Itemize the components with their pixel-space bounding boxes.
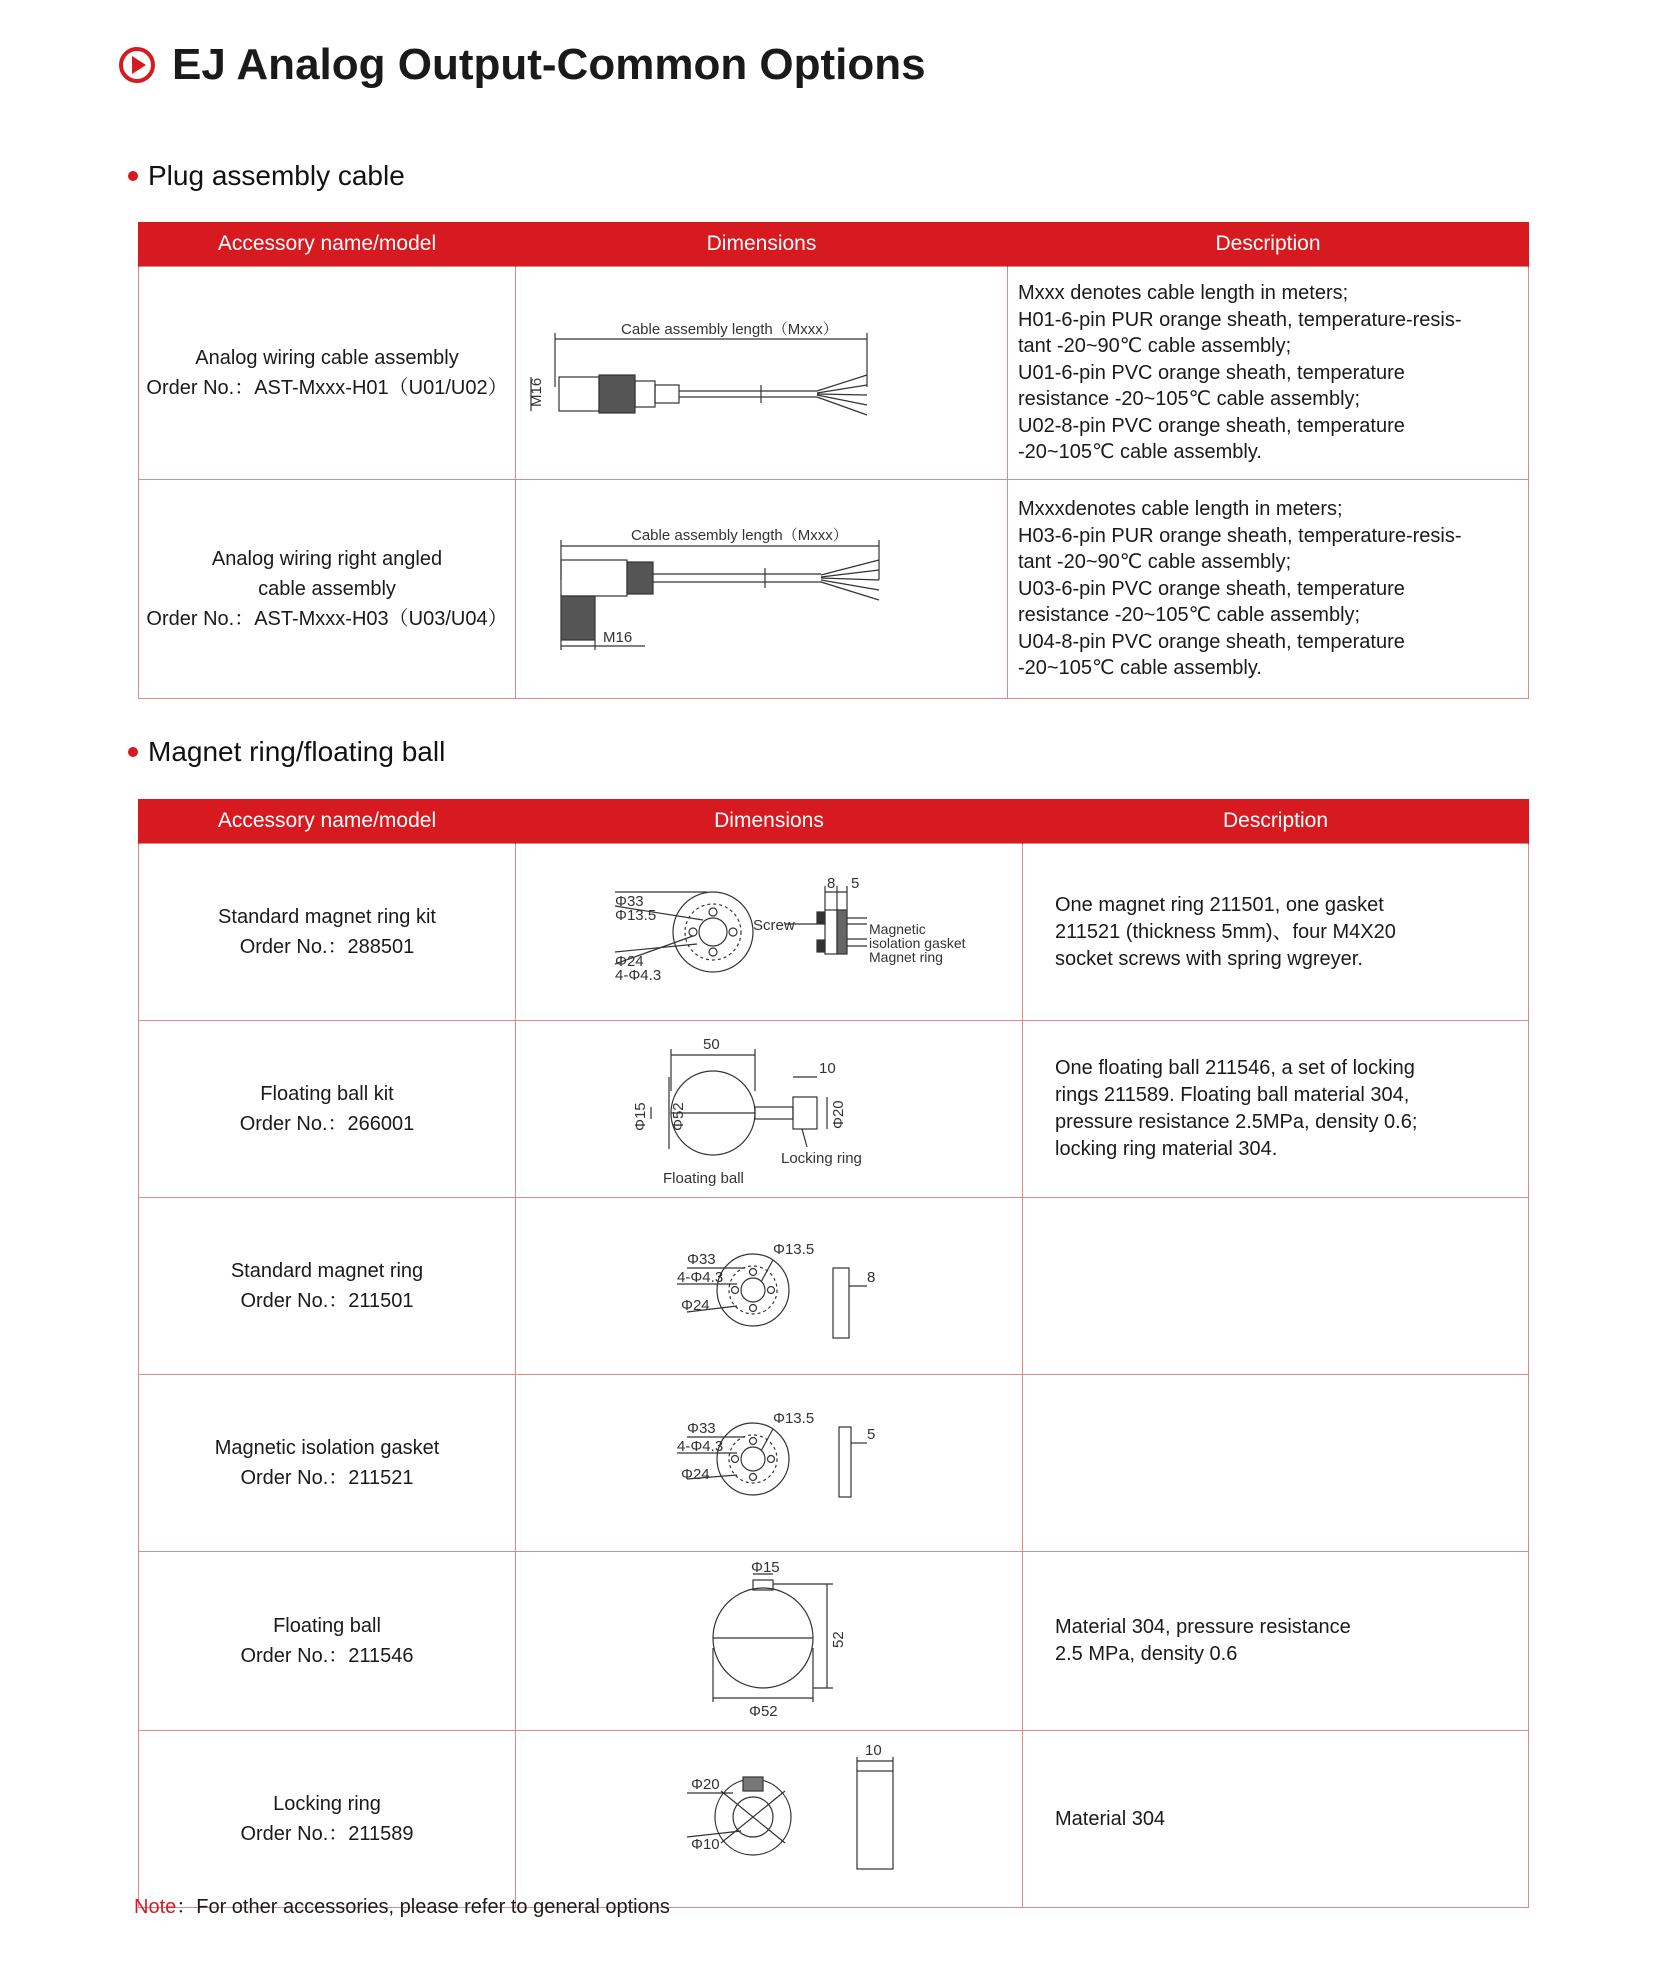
svg-text:Φ10: Φ10	[690, 1836, 720, 1853]
svg-text:Φ52: Φ52	[669, 1102, 687, 1131]
floating-ball-diagram	[517, 1552, 1022, 1724]
accessory-name: Standard magnet ring kit Order No.：288501	[139, 844, 516, 1021]
section-heading-plug	[128, 160, 405, 192]
svg-text:50: 50	[702, 1036, 720, 1053]
floating-ball-kit-diagram	[517, 1021, 1022, 1191]
plug-cable-table	[138, 222, 1529, 699]
svg-text:5: 5	[850, 875, 859, 892]
bullet-icon	[128, 171, 138, 181]
svg-text:Φ15: Φ15	[750, 1559, 780, 1576]
svg-text:Φ24: Φ24	[680, 1297, 710, 1314]
table-row	[139, 1021, 1529, 1198]
play-circle-icon	[118, 46, 156, 84]
dimension-label: Cable assembly length（Mxxx）	[620, 321, 838, 338]
note-text: For other accessories, please refer to general options	[196, 1896, 670, 1918]
accessory-name: Analog wiring cable assembly Order No.：AST-Mxxx-H01（U01/U02）	[139, 267, 516, 480]
accessory-name: Locking ring Order No.：211589	[139, 1731, 516, 1908]
description: Material 304	[1023, 1731, 1529, 1908]
svg-text:Φ33: Φ33	[686, 1251, 716, 1268]
table-header-row	[139, 799, 1529, 844]
description: One magnet ring 211501, one gasket 211521 (thickness 5mm)、four M4X20 socket screws with spring wgreyer.	[1023, 844, 1529, 1021]
accessory-name: Standard magnet ring Order No.：211501	[139, 1198, 516, 1375]
svg-text:52: 52	[829, 1631, 847, 1648]
svg-text:10: 10	[864, 1742, 882, 1759]
svg-text:Φ20: Φ20	[690, 1776, 720, 1793]
svg-text:Φ33: Φ33	[614, 893, 644, 910]
dimension-drawing	[516, 1198, 1023, 1375]
svg-text:Φ24: Φ24	[614, 953, 644, 970]
svg-text:5: 5	[866, 1426, 875, 1443]
table-row	[139, 844, 1529, 1021]
header-dimensions: Dimensions	[516, 799, 1023, 844]
description	[1023, 1198, 1529, 1375]
dimension-drawing	[516, 480, 1008, 699]
description: One floating ball 211546, a set of locking rings 211589. Floating ball material 304, pressure resistance 2.5MPa, density 0.6; locking ring material 304.	[1023, 1021, 1529, 1198]
magnet-ring-diagram	[517, 1198, 1022, 1368]
angled-cable-diagram	[517, 480, 1007, 692]
description: Mxxx denotes cable length in meters; H01-6-pin PUR orange sheath, temperature-resis- tant -20~90℃ cable assembly; U01-6-pin PVC orange sheath, temperature resistance -20~105℃ cable assembly; U02-8-pin PVC orange sheath, temperature -20~105℃ cable assembly.	[1008, 267, 1529, 480]
table-row	[139, 1731, 1529, 1908]
description	[1023, 1375, 1529, 1552]
svg-text:Φ13.5: Φ13.5	[772, 1241, 814, 1258]
svg-text:Magnet ring: Magnet ring	[868, 949, 943, 965]
dimension-drawing	[516, 1731, 1023, 1908]
page-title	[118, 40, 926, 90]
dimension-drawing	[516, 1021, 1023, 1198]
svg-text:Φ24: Φ24	[680, 1466, 710, 1483]
svg-text:Φ15: Φ15	[631, 1102, 649, 1131]
bullet-icon	[128, 747, 138, 757]
svg-text:isolation gasket: isolation gasket	[868, 935, 966, 951]
isolation-gasket-diagram	[517, 1375, 1022, 1545]
dimension-side: M16	[527, 377, 545, 407]
svg-text:Φ13.5: Φ13.5	[772, 1410, 814, 1427]
svg-text:4-Φ4.3: 4-Φ4.3	[676, 1438, 723, 1455]
description: Material 304, pressure resistance 2.5 MPa, density 0.6	[1023, 1552, 1529, 1731]
table-row	[139, 1198, 1529, 1375]
svg-text:4-Φ4.3: 4-Φ4.3	[676, 1269, 723, 1286]
dimension-drawing	[516, 267, 1008, 480]
dimension-drawing	[516, 844, 1023, 1021]
note-separator: ：	[176, 1896, 197, 1918]
section-heading-text: Plug assembly cable	[148, 160, 405, 191]
table-row	[139, 267, 1529, 480]
dimension-label: Cable assembly length（Mxxx）	[630, 527, 848, 544]
header-dimensions: Dimensions	[516, 222, 1008, 267]
accessory-name: Magnetic isolation gasket Order No.：211521	[139, 1375, 516, 1552]
svg-text:Magnetic: Magnetic	[868, 921, 926, 937]
svg-text:Φ52: Φ52	[748, 1703, 778, 1720]
svg-text:Screw: Screw	[752, 917, 795, 934]
svg-text:4-Φ4.3: 4-Φ4.3	[614, 967, 661, 984]
page-title-text: EJ Analog Output-Common Options	[172, 40, 926, 89]
svg-text:Φ33: Φ33	[686, 1420, 716, 1437]
header-description: Description	[1023, 799, 1529, 844]
locking-ring-diagram	[517, 1731, 1022, 1901]
section-heading-text: Magnet ring/floating ball	[148, 736, 446, 767]
note-label: Note	[134, 1896, 177, 1918]
dimension-drawing	[516, 1552, 1023, 1731]
svg-text:Φ20: Φ20	[829, 1100, 847, 1129]
svg-text:8: 8	[826, 875, 835, 892]
dimension-side: M16	[602, 629, 632, 646]
svg-text:Locking ring: Locking ring	[780, 1150, 862, 1167]
table-row	[139, 1375, 1529, 1552]
svg-text:8: 8	[866, 1269, 875, 1286]
table-header-row	[139, 222, 1529, 267]
footnote	[134, 1890, 670, 1919]
accessory-name: Floating ball Order No.：211546	[139, 1552, 516, 1731]
svg-text:Φ13.5: Φ13.5	[614, 907, 656, 924]
svg-text:Floating ball: Floating ball	[662, 1170, 744, 1187]
section-heading-magnet	[128, 736, 445, 768]
magnet-ring-table	[138, 799, 1529, 1908]
header-name: Accessory name/model	[139, 222, 516, 267]
description: Mxxxdenotes cable length in meters; H03-6-pin PUR orange sheath, temperature-resis- tant -20~90℃ cable assembly; U03-6-pin PVC orange sheath, temperature resistance -20~105℃ cable assembly; U04-8-pin PVC orange sheath, temperature -20~105℃ cable assembly.	[1008, 480, 1529, 699]
straight-cable-diagram	[517, 267, 1007, 473]
svg-text:10: 10	[818, 1060, 836, 1077]
table-row	[139, 1552, 1529, 1731]
header-name: Accessory name/model	[139, 799, 516, 844]
magnet-ring-kit-diagram	[517, 844, 1022, 1014]
accessory-name: Floating ball kit Order No.：266001	[139, 1021, 516, 1198]
table-row	[139, 480, 1529, 699]
dimension-drawing	[516, 1375, 1023, 1552]
accessory-name: Analog wiring right angled cable assembly Order No.：AST-Mxxx-H03（U03/U04）	[139, 480, 516, 699]
header-description: Description	[1008, 222, 1529, 267]
